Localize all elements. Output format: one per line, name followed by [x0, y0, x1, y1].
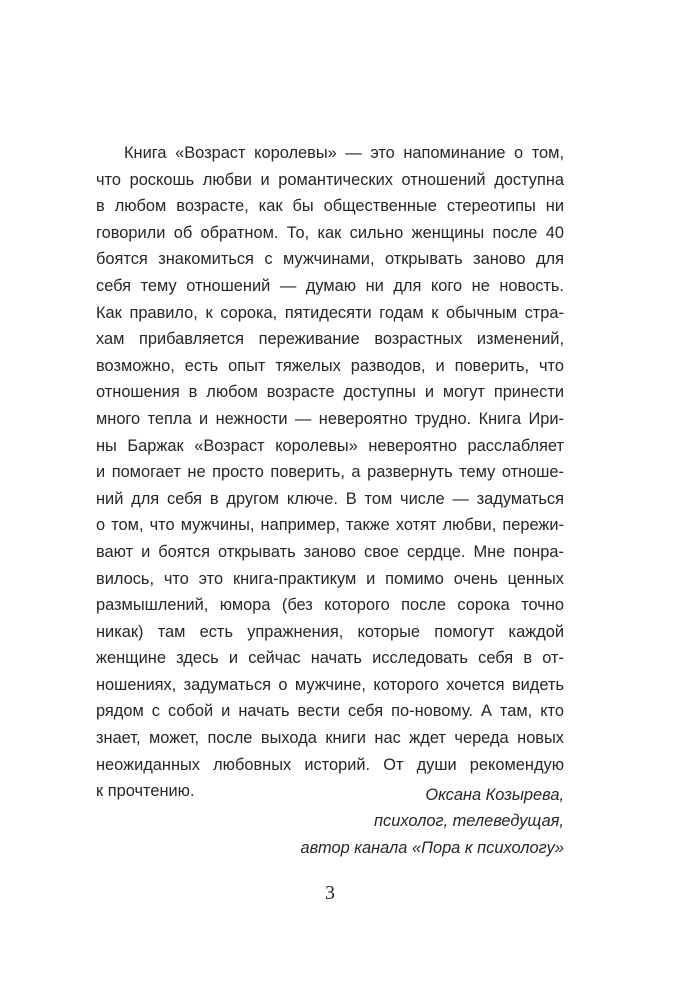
text-line: о том, что мужчины, например, также хотят любви, пережи-: [96, 516, 564, 535]
text-line: боятся знакомиться с мужчинами, открывать заново для: [96, 250, 564, 269]
text-line: к прочтению.: [96, 782, 195, 801]
text-line: Как правило, к сорока, пятидесяти годам к обычным стра-: [96, 303, 564, 322]
text-line: что роскошь любви и романтических отношений доступна: [96, 170, 564, 189]
author-role: психолог, телеведущая,: [374, 812, 564, 831]
text-line: ний для себя в другом ключе. В том числе — задуматься: [96, 489, 564, 508]
author-name: Оксана Козырева,: [425, 786, 564, 804]
text-line: размышлений, юмора (без которого после сорока точно: [96, 596, 564, 615]
page-number: 3: [325, 882, 335, 904]
text-line: отношения в любом возрасте доступны и могут принести: [96, 383, 564, 402]
text-line: знает, может, после выхода книги нас ждет череда новых: [96, 729, 564, 748]
text-line: вают и боятся открывать заново свое сердце. Мне понра-: [96, 542, 564, 561]
author-signature: [301, 782, 565, 861]
author-channel: автор канала «Пора к психологу»: [300, 838, 564, 857]
text-line: говорили об обратном. То, как сильно женщины после 40: [96, 223, 564, 242]
text-line: возможно, есть опыт тяжелых разводов, и поверить, что: [96, 356, 564, 375]
text-line: много тепла и нежности — невероятно трудно. Книга Ири-: [96, 409, 564, 428]
text-line: вилось, что это книга-практикум и помимо очень ценных: [96, 569, 564, 588]
text-line: и помогает не просто поверить, а развернуть тему отноше-: [96, 463, 564, 482]
text-line: женщине здесь и сейчас начать исследовать себя в от-: [96, 649, 564, 668]
text-line: в любом возрасте, как бы общественные стереотипы ни: [96, 197, 564, 216]
text-line: Книга «Возраст королевы» — это напоминание о том,: [124, 144, 564, 162]
text-line: никак) там есть упражнения, которые помогут каждой: [96, 622, 564, 641]
text-line: ношениях, задуматься о мужчине, которого хочется видеть: [96, 675, 564, 694]
text-line: ны Баржак «Возраст королевы» невероятно расслабляет: [96, 436, 564, 455]
text-line: неожиданных любовных историй. От души рекомендую: [96, 755, 564, 774]
foreword-paragraph: [96, 140, 564, 805]
text-line: рядом с собой и начать вести себя по-новому. А там, кто: [96, 702, 564, 721]
text-line: себя тему отношений — думаю ни для кого не новость.: [96, 276, 564, 295]
text-line: хам прибавляется переживание возрастных изменений,: [96, 330, 564, 349]
